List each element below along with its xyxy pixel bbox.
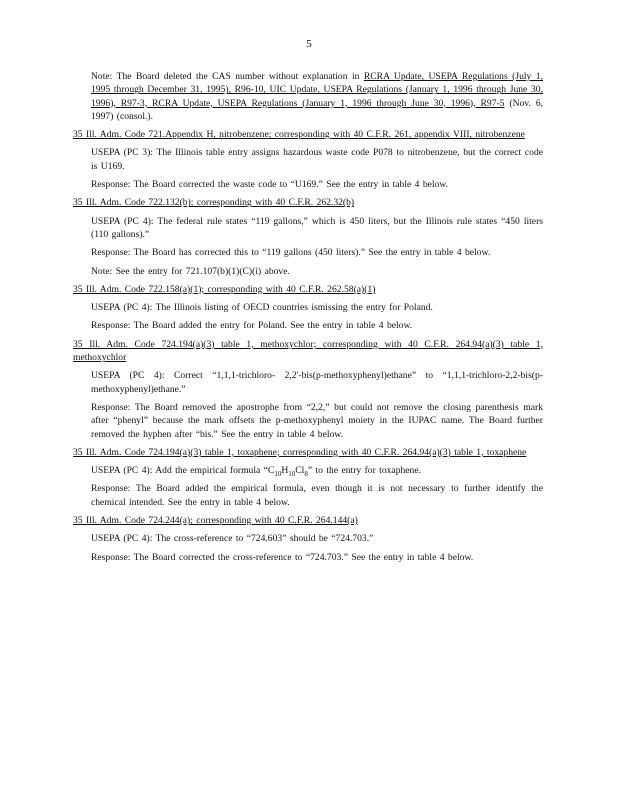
formula-suffix: ” to the entry for toxaphene. [307,465,421,477]
section-heading: 35 Ill. Adm. Code 722.158(a)(1); corresponding with 40 C.F.R. 262.58(a)(1) [73,283,376,295]
comment-paragraph: USEPA (PC 3): The Illinois table entry assigns hazardous waste code P078 to nitrobenzene, but the correct code is U169. [91,147,543,172]
section-heading: 35 Ill. Adm. Code 722.132(b); corresponding with 40 C.F.R. 262.32(b) [73,197,355,209]
top-note-prefix: Note: The Board deleted the CAS number without explanation in [91,71,364,82]
comment-paragraph: USEPA (PC 4): Correct “1,1,1-trichloro- 2,2'-bis(p-methoxyphenyl)ethane” to “1,1,1-trichloro-2,2-bis(p-methoxyphenyl)ethane.” [91,370,543,395]
response-paragraph: Response: The Board corrected the cross-reference to “724.703.” See the entry in table 4 below. [91,551,474,563]
comment-paragraph: USEPA (PC 4): The federal rule states “119 gallons,” which is 450 liters, but the Illinois rule states “450 liters (110 gallons).” [91,215,543,240]
section-heading: 35 Ill. Adm. Code 724.244(a); corresponding with 40 C.F.R. 264.144(a) [73,515,358,527]
document-body [73,70,543,564]
formula-subscript: 10 [274,470,282,479]
response-paragraph: Response: The Board corrected the waste code to “U169.” See the entry in table 4 below. [91,179,449,191]
response-paragraph: Response: The Board removed the apostrophe from “2,2,” but could not remove the closing parenthesis mark after “phenyl” because the mark offsets the p-methoxyphenyl moiety in the IUPAC name. The Board further removed the hyphen after “bis.” See the entry in table 4 below. [91,401,543,440]
page-number: 5 [306,38,312,50]
response-paragraph: Response: The Board added the empirical formula, even though it is not necessary to further identify the chemical intended. See the entry in table 4 below. [91,483,543,508]
formula-subscript: 10 [288,470,296,479]
formula-prefix: USEPA (PC 4): Add the empirical formula “C [91,465,275,477]
top-note-suffix: (Nov. 6, 1997) (consol.). [91,97,544,122]
formula-subscript: 8 [304,470,308,479]
section-heading: 35 Ill. Adm. Code 721.Appendix H, nitrobenzene; corresponding with 40 C.F.R. 261, appendix VIII, nitrobenzene [73,129,525,141]
comment-paragraph: USEPA (PC 4): The cross-reference to “724.603” should be “724.703.” [91,533,374,545]
section-heading: 35 Ill. Adm. Code 724.194(a)(3) table 1, toxaphene; corresponding with 40 C.F.R. 264.94(a)(3) table 1, toxaphene [73,446,527,458]
top-note [91,70,543,123]
formula-element: Cl [295,465,305,477]
response-paragraph: Response: The Board added the entry for Poland. See the entry in table 4 below. [91,320,413,332]
comment-paragraph: USEPA (PC 4): The Illinois listing of OECD countries ismissing the entry for Poland. [91,302,433,314]
top-note-citation: RCRA Update, USEPA Regulations (July 1, 1995 through December 31, 1995), R96-10, UIC Update, USEPA Regulations (January 1, 1996 through June 30, 1996), R97-3, RCRA Update, USEPA Regulations (January 1, 1996 through June 30, 1996), R97-5 [91,71,543,109]
section-heading: 35 Ill. Adm. Code 724.194(a)(3) table 1, methoxychlor; corresponding with 40 C.F.R. 264.94(a)(3) table 1, methoxychlor [73,338,543,364]
comment-paragraph [91,464,543,477]
note-paragraph: Note: See the entry for 721.107(b)(1)(C)(i) above. [91,265,290,277]
formula-element: H [281,465,289,477]
response-paragraph: Response: The Board has corrected this to “119 gallons (450 liters).” See the entry in table 4 below. [91,247,491,259]
